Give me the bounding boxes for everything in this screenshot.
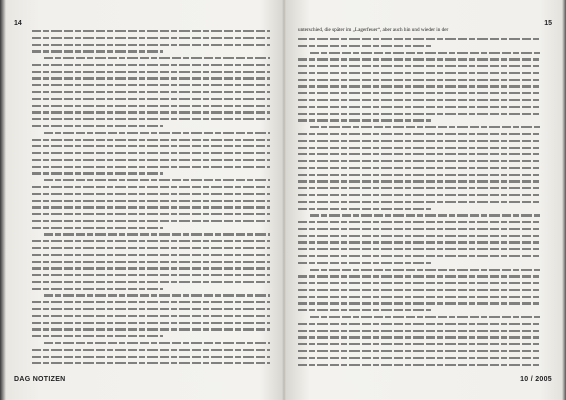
text-line [298,65,540,67]
text-line [32,77,270,79]
text-line [32,315,270,317]
text-line [32,139,270,141]
text-line [32,254,270,256]
right-page-body-text [298,38,540,370]
text-line [298,350,540,352]
text-line [32,98,270,100]
left-page [10,0,280,400]
text-line [298,113,540,115]
text-line [32,362,270,364]
text-line [310,316,540,318]
text-line [298,180,540,182]
text-line [298,296,540,298]
text-line [298,255,540,257]
text-line [298,201,540,203]
text-line [298,167,540,169]
text-line [32,145,270,147]
text-line [32,322,270,324]
text-line [298,174,540,176]
text-line [32,118,270,120]
text-line [32,30,270,32]
text-line [298,289,540,291]
text-line [298,228,540,230]
text-line [298,58,540,60]
text-line [32,220,270,222]
text-line [32,200,270,202]
text-line [32,247,270,249]
text-line [32,159,270,161]
text-line [298,275,540,277]
right-page-footer: 10 / 2005 [520,376,552,383]
text-line [298,194,540,196]
text-line [298,38,540,40]
text-line [32,301,270,303]
text-line [32,335,163,337]
text-line [32,206,270,208]
left-page-footer: DAG NOTIZEN [14,376,66,383]
text-line [32,37,270,39]
text-line [32,50,163,52]
text-line [32,166,270,168]
text-line [44,294,270,296]
text-line [298,357,540,359]
text-line [32,274,270,276]
text-line [298,235,540,237]
text-line [44,342,270,344]
text-line [32,44,270,46]
text-line [32,71,270,73]
text-line [32,84,270,86]
text-line [298,99,540,101]
text-line [32,288,163,290]
text-line [298,45,431,47]
text-line [298,79,540,81]
text-line [32,193,270,195]
text-line [298,106,540,108]
text-line [32,328,270,330]
left-page-number: 14 [14,20,22,27]
text-line [32,349,270,351]
text-line [298,119,431,121]
text-line [310,269,540,271]
text-line [32,64,270,66]
text-line [298,241,540,243]
text-line [298,323,540,325]
right-page [290,0,556,400]
text-line [32,213,270,215]
text-line [32,227,163,229]
text-line [32,111,270,113]
text-line [298,133,540,135]
left-page-body-text [32,30,270,369]
text-line [32,308,270,310]
text-line [310,52,540,54]
text-line [32,172,163,174]
text-line [44,57,270,59]
text-line [32,125,163,127]
text-line [32,240,270,242]
text-line [298,221,540,223]
right-page-first-line: unterschied, die später im „Lagerfeuer“, aber auch hin und wieder in der [298,27,449,33]
text-line [32,281,270,283]
text-line [44,233,270,235]
text-line [32,356,270,358]
text-line [298,336,540,338]
text-line [298,72,540,74]
text-line [298,282,540,284]
text-line [298,187,540,189]
text-line [310,214,540,216]
right-page-number: 15 [544,20,552,27]
text-line [298,208,431,210]
text-line [32,105,270,107]
text-line [298,160,540,162]
text-line [298,262,431,264]
text-line [298,85,540,87]
text-line [298,248,540,250]
text-line [298,147,540,149]
text-line [32,261,270,263]
text-line [298,309,431,311]
text-line [44,179,270,181]
text-line [44,132,270,134]
text-line [298,330,540,332]
text-line [298,140,540,142]
text-line [298,343,540,345]
text-line [32,186,270,188]
text-line [298,364,540,366]
text-line [310,126,540,128]
text-line [32,91,270,93]
text-line [32,152,270,154]
text-line [298,92,540,94]
text-line [298,302,540,304]
text-line [298,153,540,155]
text-line [32,267,270,269]
